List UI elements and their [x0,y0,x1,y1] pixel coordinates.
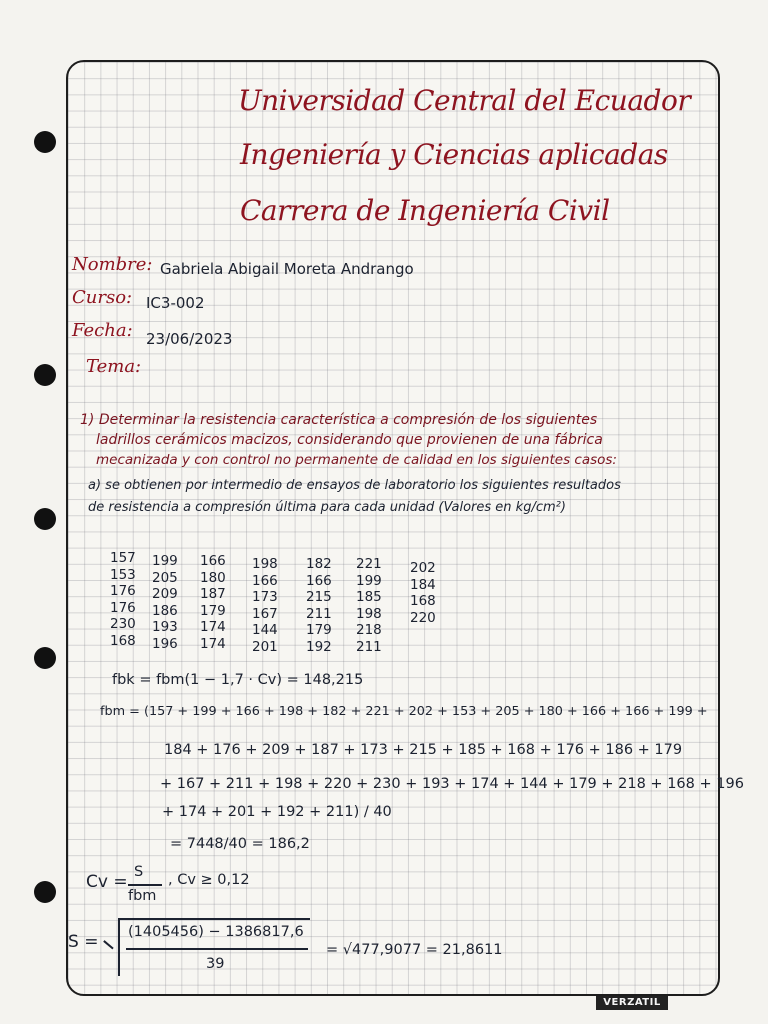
problem-line-1: 1) Determinar la resistencia característica a compresión de los siguientes [80,412,598,428]
data-column [356,556,382,655]
course-value: IC3-002 [146,294,205,312]
data-value: 179 [200,602,226,619]
date-value: 23/06/2023 [146,330,233,348]
data-value: 215 [306,589,332,605]
faculty-title: Ingeniería y Ciencias aplicadas [240,138,668,171]
data-value: 185 [356,589,382,605]
career-title: Carrera de Ingeniería Civil [240,194,610,227]
data-value: 173 [252,589,278,605]
data-value: 205 [152,569,178,586]
name-value: Gabriela Abigail Moreta Andrango [160,260,414,278]
data-value: 180 [200,569,226,586]
punch-hole [34,881,56,903]
data-value: 182 [306,556,332,572]
data-value: 198 [252,556,278,572]
cv-condition: , Cv ≥ 0,12 [168,872,250,888]
problem-line-3: mecanizada y con control no permanente de calidad en los siguientes casos: [96,452,617,468]
cv-numerator: S [134,864,144,880]
data-value: 198 [356,605,382,622]
data-value: 168 [110,632,136,649]
sqrt-bar [118,918,310,920]
data-column [152,553,178,652]
s-denominator: 39 [206,956,225,972]
punch-hole [34,508,56,530]
s-result: = √477,9077 = 21,8611 [326,942,503,958]
data-value: 167 [252,605,278,622]
data-value: 187 [200,586,226,602]
fbm-line-2: 184 + 176 + 209 + 187 + 173 + 215 + 185 + 168 + 176 + 186 + 179 [164,742,683,758]
topic-label: Tema: [86,356,142,377]
data-column [306,556,332,655]
data-value: 201 [252,638,278,655]
data-value: 218 [356,622,382,638]
punch-hole [34,131,56,153]
data-value: 174 [200,635,226,652]
problem-line-2: ladrillos cerámicos macizos, considerando que provienen de una fábrica [96,432,603,448]
data-value: 196 [152,635,178,652]
data-value: 193 [152,619,178,635]
data-value: 202 [410,560,436,576]
s-fraction-bar [126,948,308,950]
data-column [200,553,226,652]
data-value: 168 [410,593,436,609]
data-column [410,560,436,626]
data-value: 230 [110,616,136,632]
fbk-equation: fbk = fbm(1 − 1,7 · Cv) = 148,215 [112,672,364,688]
part-a-line-2: de resistencia a compresión última para cada unidad (Valores en kg/cm²) [88,500,566,515]
fbm-line-1: fbm = (157 + 199 + 166 + 198 + 182 + 221 + 202 + 153 + 205 + 180 + 166 + 166 + 199 + [100,704,708,719]
name-label: Nombre: [72,254,153,275]
sqrt-stem [118,918,120,976]
data-value: 153 [110,566,136,583]
university-title: Universidad Central del Ecuador [238,84,691,117]
data-value: 144 [252,622,278,638]
course-label: Curso: [72,287,133,308]
part-a-line-1: a) se obtienen por intermedio de ensayos de laboratorio los siguientes resultados [88,478,621,493]
data-value: 221 [356,556,382,572]
data-value: 199 [356,572,382,589]
data-value: 176 [110,599,136,616]
fbm-result: = 7448/40 = 186,2 [170,836,310,852]
data-value: 220 [410,609,436,626]
notebook-brand-logo: VERZATIL [596,996,668,1010]
data-value: 211 [356,638,382,655]
punch-hole [34,364,56,386]
data-value: 186 [152,602,178,619]
fbm-line-4: + 174 + 201 + 192 + 211) / 40 [162,804,392,820]
cv-fraction-bar [128,884,162,886]
fbm-line-3: + 167 + 211 + 198 + 220 + 230 + 193 + 174 + 144 + 179 + 218 + 168 + 196 [160,776,744,792]
date-label: Fecha: [72,320,133,341]
data-value: 184 [410,576,436,593]
data-value: 157 [110,550,136,566]
s-lhs: S = [68,932,99,952]
data-column [110,550,136,649]
data-value: 166 [200,553,226,569]
cv-lhs: Cv = [86,872,128,892]
data-value: 166 [306,572,332,589]
data-value: 199 [152,553,178,569]
cv-denominator: fbm [128,888,157,904]
punch-hole [34,647,56,669]
data-value: 179 [306,622,332,638]
data-value: 192 [306,638,332,655]
data-value: 209 [152,586,178,602]
data-value: 211 [306,605,332,622]
s-numerator: (1405456) − 1386817,6 [128,924,304,940]
data-column [252,556,278,655]
data-value: 174 [200,619,226,635]
data-value: 176 [110,583,136,599]
data-value: 166 [252,572,278,589]
